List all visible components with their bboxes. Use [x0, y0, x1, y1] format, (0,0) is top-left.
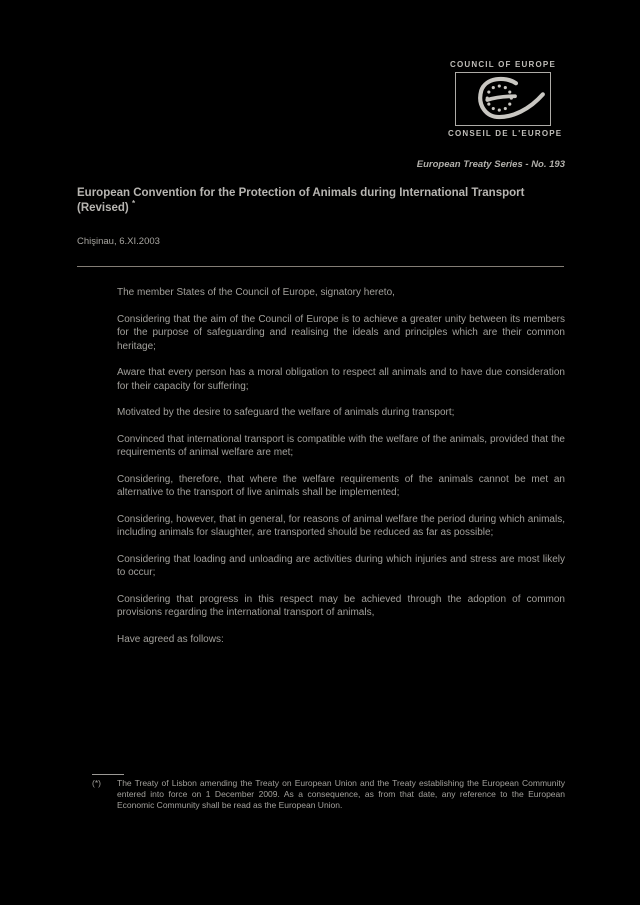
preamble-paragraph: Motivated by the desire to safeguard the welfare of animals during transport; — [117, 407, 455, 418]
preamble-paragraph: Convinced that international transport is compatible with the welfare of the animals, provided that the requirements of animal welfare are met; — [117, 433, 565, 458]
preamble-paragraph: Considering that loading and unloading are activities during which injuries and stress are most likely to occur; — [117, 553, 565, 578]
preamble-paragraph: Considering that the aim of the Council of Europe is to achieve a greater unity between its members for the purpose of safeguarding and realising the ideals and principles which are their common heritage; — [117, 313, 565, 352]
place-date-line: Chişinau, 6.XI.2003 — [77, 236, 160, 247]
emblem-box — [455, 72, 551, 126]
header-divider — [77, 266, 564, 267]
preamble-paragraph: The member States of the Council of Europe, signatory hereto, — [117, 287, 395, 298]
preamble-paragraph: Considering, however, that in general, for reasons of animal welfare the period during which animals, including animals for slaughter, are transported should be reduced as far as possible; — [117, 513, 565, 538]
council-of-europe-logo — [448, 60, 563, 138]
preamble-paragraph: Aware that every person has a moral obligation to respect all animals and to have due consideration for their capacity for suffering; — [117, 367, 565, 392]
footnote-divider — [92, 774, 124, 775]
preamble-paragraph: Considering, therefore, that where the welfare requirements of the animals cannot be met an alternative to the transport of live animals shall be implemented; — [117, 473, 565, 498]
preamble-paragraph: Have agreed as follows: — [117, 633, 224, 645]
preamble — [117, 286, 565, 659]
logo-top-caption: COUNCIL OF EUROPE — [449, 60, 557, 69]
treaty-series-line: European Treaty Series - No. 193 — [416, 159, 565, 170]
document-title-text: European Convention for the Protection of Animals during International Transport (Revised) — [77, 187, 525, 214]
preamble-paragraph: Considering that progress in this respect may be achieved through the adoption of common provisions regarding the international transport of animals, — [117, 593, 565, 618]
logo-bottom-caption: CONSEIL DE L'EUROPE — [448, 129, 563, 138]
footnote-text: The Treaty of Lisbon amending the Treaty on European Union and the Treaty establishing the European Community entered into force on 1 December 2009. As a consequence, as from that date, any reference to the European Economic Community shall be read as the European Union. — [117, 778, 565, 810]
footnote — [92, 778, 565, 811]
title-footnote-marker: * — [131, 199, 136, 209]
council-of-europe-emblem-icon — [457, 74, 549, 124]
footnote-marker: (*) — [92, 778, 101, 788]
document-title — [77, 186, 579, 216]
